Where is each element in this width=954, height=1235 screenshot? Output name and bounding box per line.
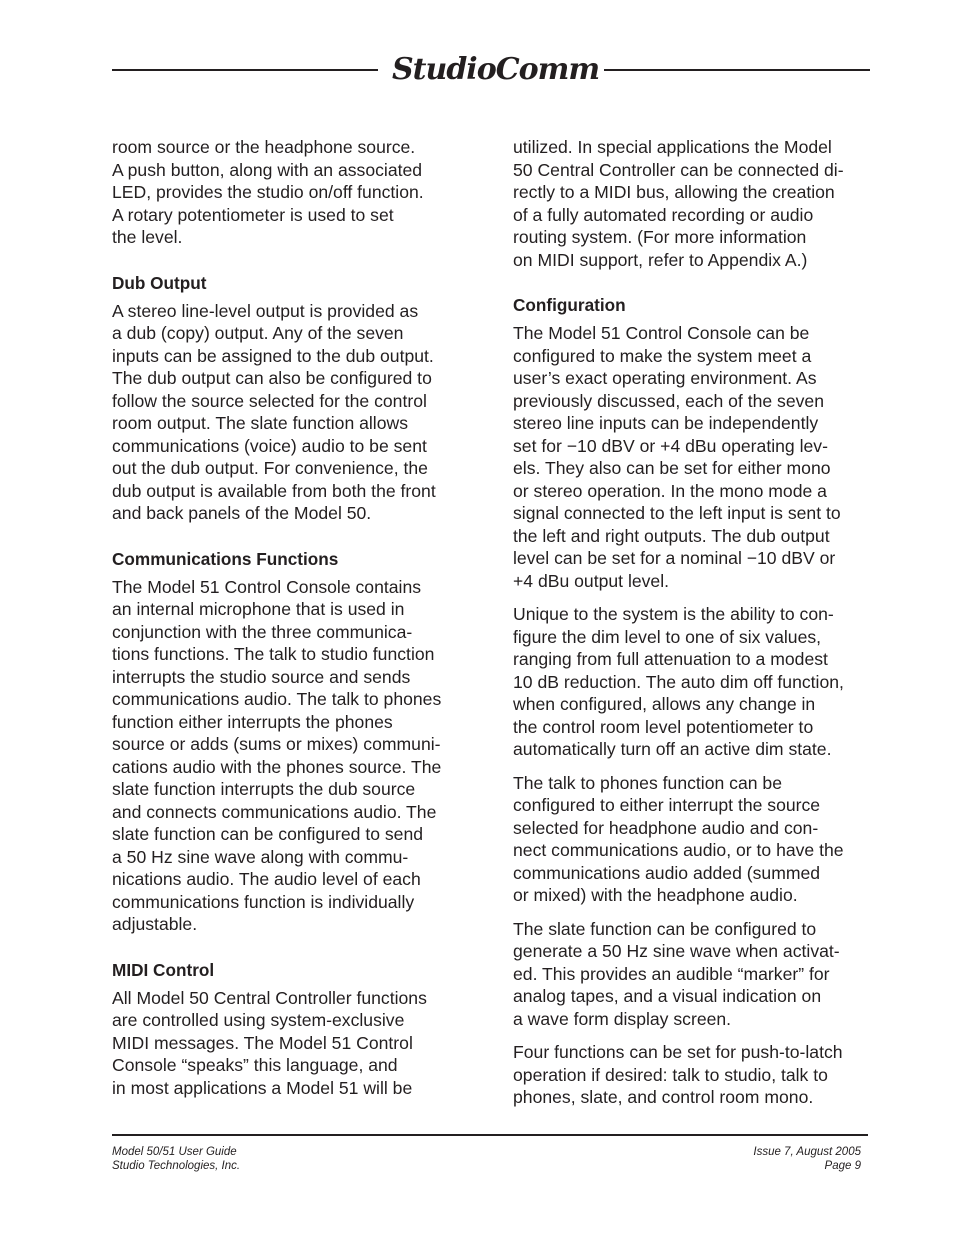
text-line: function either interrupts the phones [112,711,393,732]
text-line: communications audio added (summed [513,862,821,883]
midi-heading: MIDI Control [112,959,215,980]
configuration-paragraph-5 [513,1041,875,1109]
text-line: The dub output can also be configured to [112,368,432,388]
text-line: and connects communications audio. The [112,801,437,822]
footer-company: Studio Technologies, Inc. [112,1160,241,1172]
text-line: or stereo operation. In the mono mode a [513,480,827,501]
text-line: configured to make the system meet a [513,345,812,366]
text-line: the left and right outputs. The dub output [513,525,830,546]
text-line: interrupts the studio source and sends [112,666,411,687]
text-line: All Model 50 Central Controller functions [112,987,427,1008]
text-line: els. They also can be set for either mono [513,458,831,478]
text-line: A push button, along with an associated [112,159,423,180]
text-line: source or adds (sums or mixes) communi- [112,734,441,754]
text-line: selected for headphone audio and con- [513,817,819,838]
text-line: when configured, allows any change in [513,694,816,714]
dub-output-paragraph [112,300,472,525]
header-rule-right [604,69,870,71]
header-rule-left [112,69,378,71]
text-line: of a fully automated recording or audio [513,204,814,225]
text-line: conjunction with the three communica- [112,621,413,642]
text-line: analog tapes, and a visual indication on [513,986,822,1006]
text-line: phones, slate, and control room mono. [513,1087,814,1107]
dub-output-heading: Dub Output [112,272,207,293]
text-line: on MIDI support, refer to Appendix A.) [513,249,808,270]
text-line: communications (voice) audio to be sent [112,435,427,456]
text-line: are controlled using system-exclusive [112,1010,405,1030]
midi-paragraph [112,987,472,1100]
text-line: utilized. In special applications the Model [513,137,832,157]
left-column [112,136,472,1110]
midi-continued-paragraph [513,136,875,271]
text-line: room source or the headphone source. [112,137,416,157]
footer-left [112,1145,240,1173]
footer-page-number: Page 9 [824,1160,861,1172]
configuration-paragraph-2 [513,603,875,761]
text-line: set for −10 dBV or +4 dBu operating lev- [513,435,828,456]
text-line: or mixed) with the headphone audio. [513,885,798,905]
text-line: routing system. (For more information [513,227,807,247]
text-line: A rotary potentiometer is used to set [112,204,394,225]
text-line: room output. The slate function allows [112,413,409,433]
configuration-paragraph-3 [513,772,875,907]
text-line: The slate function can be configured to [513,918,817,939]
text-line: cations audio with the phones source. The [112,756,442,777]
text-line: configured to either interrupt the source [513,795,821,815]
text-line: a wave form display screen. [513,1008,732,1029]
text-line: dub output is available from both the front [112,480,436,501]
text-line: +4 dBu output level. [513,570,670,591]
text-line: out the dub output. For convenience, the [112,458,428,478]
text-line: signal connected to the left input is sent to [513,503,841,523]
text-line: previously discussed, each of the seven [513,390,825,411]
text-line: communications function is individually [112,891,415,912]
text-line: A stereo line-level output is provided as [112,300,419,321]
studiocomm-logo: StudioComm [392,52,600,87]
text-line: a dub (copy) output. Any of the seven [112,323,404,343]
footer-rule [112,1134,868,1136]
text-line: Four functions can be set for push-to-latch [513,1042,843,1062]
text-line: ed. This provides an audible “marker” for [513,963,830,984]
text-line: The Model 51 Control Console can be [513,323,810,343]
text-line: MIDI messages. The Model 51 Control [112,1032,413,1053]
text-line: a 50 Hz sine wave along with commu- [112,846,409,867]
text-line: Unique to the system is the ability to con- [513,604,834,624]
text-line: 50 Central Controller can be connected di- [513,159,844,180]
communications-heading: Communications Functions [112,548,339,569]
configuration-paragraph-1 [513,322,875,592]
configuration-heading: Configuration [513,295,626,315]
text-line: the control room level potentiometer to [513,716,814,737]
text-line: and back panels of the Model 50. [112,503,372,523]
right-column [513,136,875,1120]
text-line: level can be set for a nominal −10 dBV or [513,548,836,568]
intro-paragraph [112,136,472,249]
text-line: The talk to phones function can be [513,772,782,793]
footer-issue: Issue 7, August 2005 [753,1146,861,1158]
text-line: ranging from full attenuation to a modest [513,649,828,669]
text-line: in most applications a Model 51 will be [112,1077,413,1098]
text-line: LED, provides the studio on/off function. [112,182,424,202]
text-line: rectly to a MIDI bus, allowing the creation [513,182,835,202]
text-line: generate a 50 Hz sine wave when activat- [513,941,840,961]
text-line: nect communications audio, or to have the [513,840,844,860]
text-line: nications audio. The audio level of each [112,869,421,889]
configuration-paragraph-4 [513,918,875,1031]
text-line: the level. [112,227,183,247]
text-line: operation if desired: talk to studio, talk to [513,1064,828,1085]
text-line: inputs can be assigned to the dub output. [112,345,434,366]
communications-paragraph [112,576,472,936]
text-line: an internal microphone that is used in [112,599,405,619]
text-line: adjustable. [112,914,198,934]
text-line: 10 dB reduction. The auto dim off function, [513,671,844,692]
text-line: stereo line inputs can be independently [513,413,819,433]
footer-right [753,1145,861,1173]
text-line: figure the dim level to one of six values, [513,626,822,647]
footer-guide-title: Model 50/51 User Guide [112,1146,237,1158]
text-line: The Model 51 Control Console contains [112,576,422,597]
text-line: automatically turn off an active dim state. [513,739,832,759]
text-line: user’s exact operating environment. As [513,368,817,388]
text-line: slate function interrupts the dub source [112,779,416,799]
text-line: Console “speaks” this language, and [112,1055,398,1075]
text-line: tions functions. The talk to studio function [112,644,435,664]
text-line: communications audio. The talk to phones [112,689,442,709]
text-line: slate function can be configured to send [112,824,424,844]
text-line: follow the source selected for the control [112,390,427,411]
